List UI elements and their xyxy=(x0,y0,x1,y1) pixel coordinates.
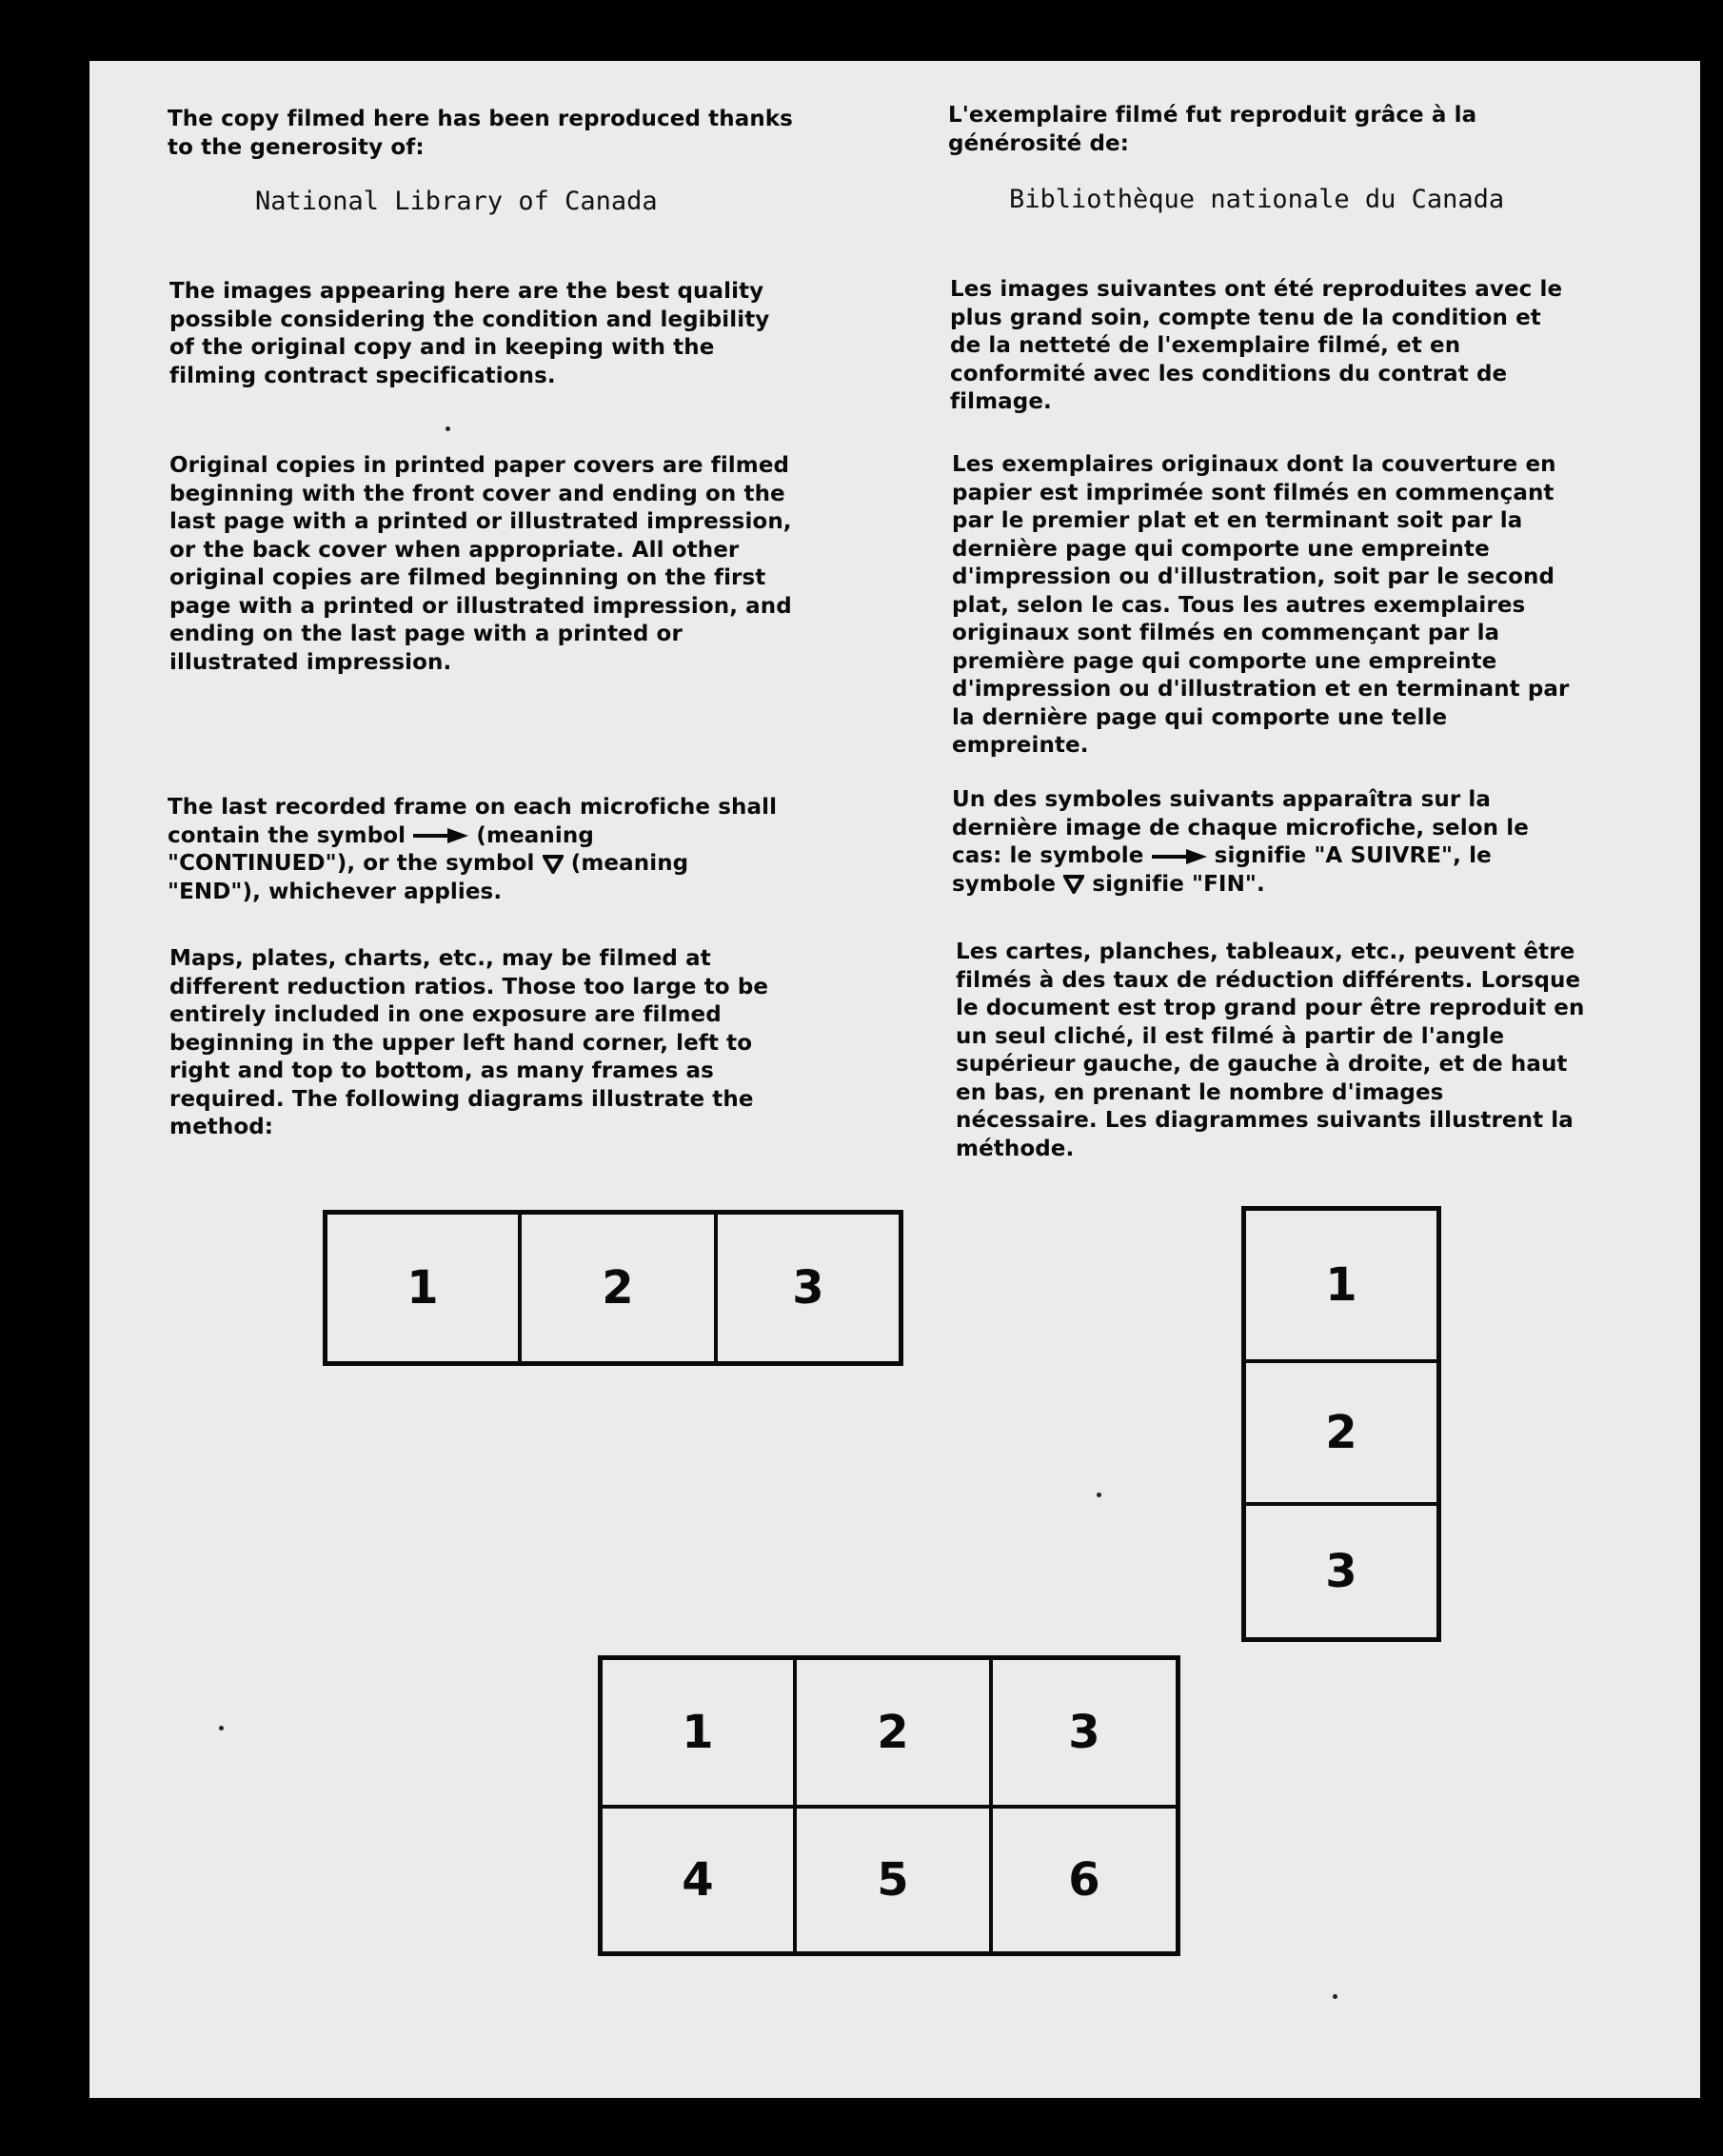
frame-cell: 3 xyxy=(989,1660,1176,1805)
english-intro: The copy filmed here has been reproduced thanks to the generosity of: xyxy=(168,107,793,160)
continued-arrow-icon xyxy=(1152,849,1207,864)
english-institution: National Library of Canada xyxy=(255,187,658,216)
frame-cell: 2 xyxy=(793,1660,989,1805)
english-symbols-text-1: The last recorded frame on each microfiche shall contain the symbol xyxy=(168,795,778,848)
scan-speck xyxy=(1333,1994,1337,1999)
continued-arrow-icon xyxy=(413,828,468,843)
frame-cell: 2 xyxy=(1246,1359,1436,1502)
french-maps-notice: Les cartes, planches, tableaux, etc., peuvent être filmés à des taux de réduction différents. Lorsque le document est trop grand pour être reproduit en un seul cliché, il est filmé à partir de l'angle supérieur gauche, de gauche à droite, et de haut en bas, en prenant le nombre d'images nécessaire. Les diagrammes suivants illustrent la méthode. xyxy=(956,940,1585,1161)
english-symbols-notice xyxy=(168,794,786,906)
frame-cell: 1 xyxy=(406,1261,439,1315)
frame-cell: 6 xyxy=(989,1805,1176,1951)
diagram-horizontal-strip xyxy=(323,1210,903,1366)
end-triangle-icon xyxy=(543,855,564,874)
french-institution: Bibliothèque nationale du Canada xyxy=(1009,185,1505,214)
english-quality-notice: The images appearing here are the best quality possible considering the condition and legibility of the original copy and in keeping with the filming contract specifications. xyxy=(169,279,770,388)
french-quality-notice: Les images suivantes ont été reproduites avec le plus grand soin, compte tenu de la condition et de la netteté de l'exemplaire filmé, et en conformité avec les conditions du contrat de filmage. xyxy=(950,277,1563,414)
english-maps-notice: Maps, plates, charts, etc., may be filmed at different reduction ratios. Those too large to be entirely included in one exposure are filmed beginning in the upper left hand corner, left to right and top to bottom, as many frames as required. The following diagrams illustrate the method: xyxy=(169,946,769,1139)
diagram-vertical-strip xyxy=(1241,1206,1441,1642)
diagram-grid xyxy=(598,1655,1180,1956)
english-originals-notice: Original copies in printed paper covers are filmed beginning with the front cover and ending on the last page with a printed or illustrated impression, or the back cover when appropriate. All other original copies are filmed beginning on the first page with a printed or illustrated impression, and ending on the last page with a printed or illustrated impression. xyxy=(169,453,792,675)
frame-cell: 2 xyxy=(518,1215,714,1361)
french-intro: L'exemplaire filmé fut reproduit grâce à la générosité de: xyxy=(948,103,1477,156)
frame-cell: 4 xyxy=(603,1805,793,1951)
scan-speck xyxy=(219,1726,224,1731)
french-originals-notice: Les exemplaires originaux dont la couverture en papier est imprimée sont filmés en commençant par le premier plat et en terminant soit par la dernière page qui comporte une empreinte d'impression ou d'illustration, soit par le second plat, selon le cas. Tous les autres exemplaires originaux sont filmés en commençant par la première page qui comporte une empreinte d'impression ou d'illustration et en terminant par la dernière page qui comporte une telle empreinte. xyxy=(952,452,1570,758)
frame-cell: 3 xyxy=(714,1215,899,1361)
end-triangle-icon xyxy=(1063,875,1084,894)
frame-cell: 5 xyxy=(793,1805,989,1951)
scan-speck xyxy=(446,426,450,431)
english-symbols-text-2: (meaning "CONTINUED"), or the symbol xyxy=(168,822,594,876)
frame-cell: 1 xyxy=(1325,1258,1357,1312)
frame-cell: 3 xyxy=(1246,1502,1436,1637)
french-symbols-text-3: signifie "FIN". xyxy=(1092,871,1265,897)
french-symbols-text-1: Un des symboles suivants apparaîtra sur la dernière image de chaque microfiche, selon le cas: le symbole xyxy=(952,787,1529,868)
french-symbols-notice xyxy=(952,786,1571,899)
english-symbols-text-3: (meaning "END"), whichever applies. xyxy=(168,851,689,904)
french-symbols-text-2: signifie "A SUIVRE", le symbole xyxy=(952,843,1492,897)
frame-cell: 1 xyxy=(682,1706,714,1759)
scan-speck xyxy=(1097,1493,1101,1497)
